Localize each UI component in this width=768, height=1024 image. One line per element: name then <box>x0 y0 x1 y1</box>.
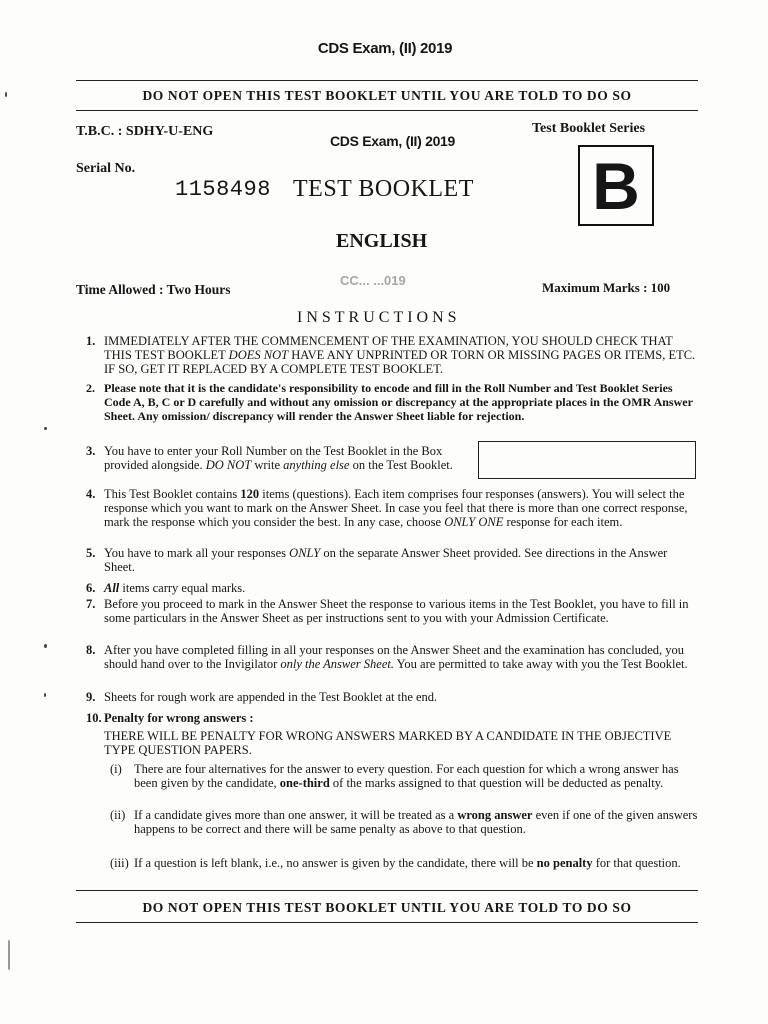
instruction-10 <box>86 711 698 725</box>
top-warning-banner: DO NOT OPEN THIS TEST BOOKLET UNTIL YOU ARE TOLD TO DO SO <box>142 88 632 103</box>
instruction-8 <box>86 643 698 671</box>
instruction-text: Sheets for rough work are appended in the Test Booklet at the end. <box>104 690 438 704</box>
penalty-rule-1 <box>110 762 698 790</box>
instruction-strong: 120 <box>240 487 260 501</box>
instruction-text: IMMEDIATELY AFTER THE COMMENCEMENT OF THE EXAMINATION, YOU SHOULD CHECK THAT THIS TEST BOOKLET <box>104 334 673 362</box>
instruction-emphasis: DOES NOT <box>228 348 289 362</box>
instruction-number: 2. <box>86 381 95 395</box>
instruction-emphasis: DO NOT <box>205 458 252 472</box>
series-box <box>578 145 654 226</box>
instruction-emphasis: only the Answer Sheet. <box>280 657 394 671</box>
exam-stamp-mid: CDS Exam, (II) 2019 <box>330 133 456 149</box>
instruction-number: 8. <box>86 643 96 657</box>
penalty-rule-text: of the marks assigned to that question will be deducted as penalty. <box>329 776 664 790</box>
top-rule-lower <box>76 110 698 111</box>
instruction-text: response for each item. <box>503 515 623 529</box>
instruction-text: After you have completed filling in all your responses on the Answer Sheet and the examination has concluded, you should hand over to the Invigilator <box>104 643 685 671</box>
instruction-text: Before you proceed to mark in the Answer Sheet the response to various items in the Test Booklet, you have to fill in some particulars in the Answer Sheet as per instructions sent to you with your Admission Certificate. <box>104 597 689 625</box>
scan-speck <box>44 644 47 648</box>
instruction-text: This Test Booklet contains <box>104 487 241 501</box>
penalty-rule-text: even if one of the given answers happens to be correct and there will be same penalty as above to that question. <box>134 808 698 836</box>
smudged-stamp: CC... ...019 <box>340 273 406 288</box>
subject-title: ENGLISH <box>336 230 428 252</box>
penalty-rule-number: (iii) <box>110 856 129 870</box>
instruction-number: 6. <box>86 581 96 595</box>
instruction-number: 3. <box>86 444 96 458</box>
serial-label: Serial No. <box>76 161 136 176</box>
penalty-rule-number: (ii) <box>110 808 126 822</box>
instruction-3 <box>86 444 466 472</box>
penalty-rule-text: If a candidate gives more than one answer, it will be treated as a <box>134 808 458 822</box>
instruction-5 <box>86 546 698 574</box>
penalty-rule-text: If a question is left blank, i.e., no answer is given by the candidate, there will be <box>134 856 537 870</box>
series-letter: B <box>592 148 640 223</box>
instruction-text: items (questions). Each item comprises four responses (answers). You will select the response which you want to mark on the Answer Sheet. In case you feel that there is more than one correct response, mark the response which you consider the best. In any case, choose <box>104 487 688 529</box>
instruction-number: 7. <box>86 597 96 611</box>
penalty-rule-strong: one-third <box>279 776 330 790</box>
instruction-text: You are permitted to take away with you the Test Booklet. <box>394 657 688 671</box>
instruction-text: You have to mark all your responses <box>104 546 290 560</box>
instruction-7 <box>86 597 698 625</box>
penalty-rule-3 <box>110 856 698 870</box>
instruction-emphasis: ONLY <box>289 546 321 560</box>
scan-speck <box>44 693 46 697</box>
instruction-text: write <box>251 458 284 472</box>
penalty-rule-2 <box>110 808 698 836</box>
instruction-number: 10. <box>86 711 102 725</box>
penalty-statement: THERE WILL BE PENALTY FOR WRONG ANSWERS MARKED BY A CANDIDATE IN THE OBJECTIVE TYPE QUESTION PAPERS. <box>104 729 672 757</box>
tbc-code: T.B.C. : SDHY-U-ENG <box>76 124 214 139</box>
instruction-emphasis: ONLY ONE <box>444 515 504 529</box>
penalty-rule-strong: wrong answer <box>457 808 533 822</box>
instruction-text: on the separate Answer Sheet provided. See directions in the Answer Sheet. <box>104 546 668 574</box>
penalty-rule-text: for that question. <box>592 856 681 870</box>
time-allowed: Time Allowed : Two Hours <box>76 282 231 297</box>
instruction-2 <box>86 381 698 423</box>
penalty-rule-number: (i) <box>110 762 122 776</box>
instruction-number: 5. <box>86 546 96 560</box>
instruction-number: 9. <box>86 690 96 704</box>
instruction-6 <box>86 581 698 595</box>
bottom-warning-banner: DO NOT OPEN THIS TEST BOOKLET UNTIL YOU ARE TOLD TO DO SO <box>142 900 632 915</box>
bottom-rule <box>76 890 698 891</box>
instructions-heading: INSTRUCTIONS <box>297 309 461 326</box>
instruction-4 <box>86 487 698 529</box>
series-label: Test Booklet Series <box>532 121 646 136</box>
bottom-rule-lower <box>76 922 698 923</box>
penalty-title: Penalty for wrong answers : <box>104 711 254 725</box>
penalty-rule-text: There are four alternatives for the answer to every question. For each question for which a wrong answer has been given by the candidate, <box>134 762 679 790</box>
instruction-text: items carry equal marks. <box>119 581 246 595</box>
booklet-title: TEST BOOKLET <box>293 176 474 202</box>
roll-number-box[interactable] <box>478 441 696 479</box>
scan-speck <box>8 940 10 970</box>
instruction-text: HAVE ANY UNPRINTED OR TORN OR MISSING PAGES OR ITEMS, ETC. IF SO, GET IT REPLACED BY A COMPLETE TEST BOOKLET. <box>104 348 696 376</box>
instruction-strong: All <box>104 581 120 595</box>
instruction-text: Please note that it is the candidate's responsibility to encode and fill in the Roll Number and Test Booklet Series Code A, B, C or D carefully and without any omission or discrepancy at the appropriate places in the OMR Answer Sheet. Any omission/ discrepancy will render the Answer Sheet liable for rejection. <box>104 381 693 423</box>
serial-number: 1158498 <box>175 177 271 202</box>
top-rule <box>76 80 698 81</box>
exam-stamp-top: CDS Exam, (II) 2019 <box>317 40 453 57</box>
instruction-text: on the Test Booklet. <box>349 458 453 472</box>
instruction-9 <box>86 690 698 704</box>
instruction-emphasis: anything else <box>283 458 350 472</box>
instruction-1 <box>86 334 698 376</box>
maximum-marks: Maximum Marks : 100 <box>542 280 671 295</box>
penalty-rule-strong: no penalty <box>536 856 593 870</box>
scan-speck <box>44 427 47 430</box>
instruction-number: 4. <box>86 487 96 501</box>
instruction-number: 1. <box>86 334 96 348</box>
scan-speck <box>5 92 7 97</box>
instruction-text: You have to enter your Roll Number on the Test Booklet in the Box provided alongside. <box>104 444 443 472</box>
